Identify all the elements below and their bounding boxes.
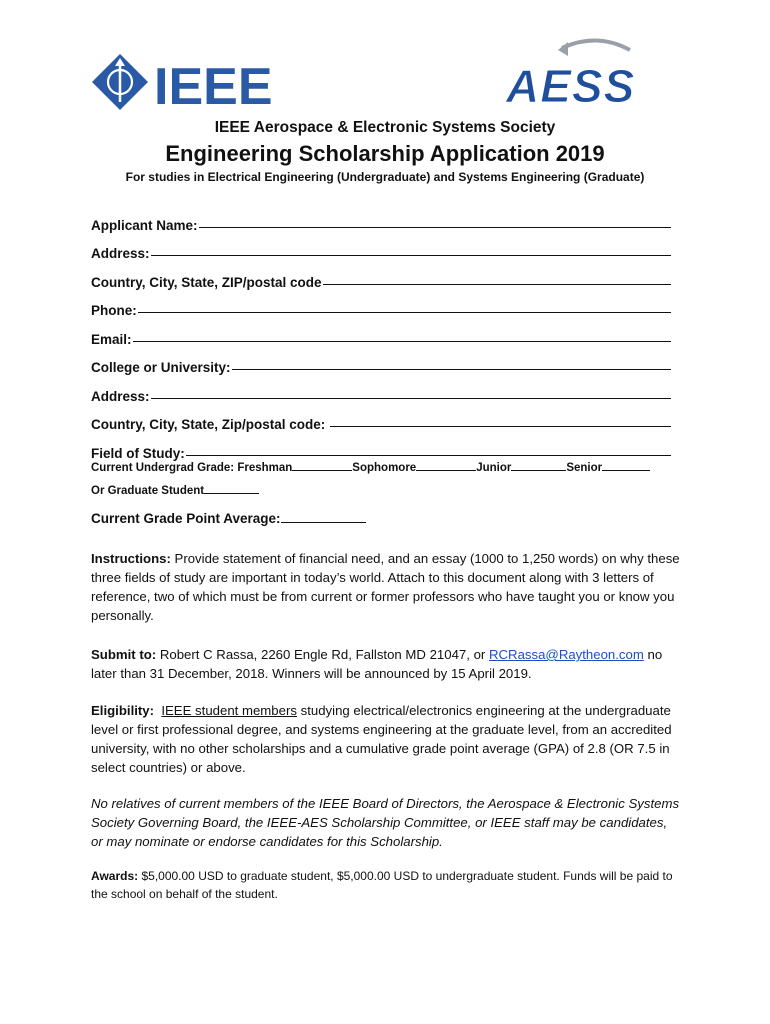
submit-paragraph bbox=[91, 645, 681, 683]
senior-blank[interactable] bbox=[602, 469, 650, 471]
gpa-row bbox=[91, 511, 366, 526]
awards-text: $5,000.00 USD to graduate student, $5,000.00 USD to undergraduate student. Funds will be paid to the school on behalf of the student. bbox=[91, 869, 673, 901]
location-field[interactable] bbox=[91, 261, 671, 290]
instructions-label: Instructions: bbox=[91, 551, 171, 566]
field-label: Applicant Name: bbox=[91, 217, 198, 233]
student-members-link[interactable]: IEEE student members bbox=[161, 703, 297, 718]
field-line[interactable] bbox=[330, 426, 671, 427]
field-line[interactable] bbox=[323, 284, 671, 285]
field-of-study-field[interactable] bbox=[91, 432, 671, 461]
field-line[interactable] bbox=[186, 455, 671, 456]
freshman-blank[interactable] bbox=[292, 469, 352, 471]
aess-swoosh-arrow bbox=[558, 42, 568, 56]
gpa-blank[interactable] bbox=[281, 521, 366, 523]
aess-logo bbox=[502, 38, 662, 108]
field-line[interactable] bbox=[138, 312, 671, 313]
aess-wordmark: AESS bbox=[506, 60, 636, 108]
field-label: Address: bbox=[91, 246, 150, 261]
phone-field[interactable] bbox=[91, 290, 671, 319]
field-line[interactable] bbox=[232, 369, 671, 370]
field-label: College or University: bbox=[91, 360, 231, 375]
page-title: Engineering Scholarship Application 2019 bbox=[165, 141, 605, 166]
graduate-label: Or Graduate Student bbox=[91, 485, 205, 497]
eligibility-paragraph bbox=[91, 701, 681, 777]
field-label: Phone: bbox=[91, 303, 137, 318]
sophomore-label: Sophomore bbox=[352, 462, 417, 474]
college-address-field[interactable] bbox=[91, 375, 671, 404]
instructions-paragraph bbox=[91, 549, 681, 625]
senior-label: Senior bbox=[566, 462, 603, 474]
field-label: Country, City, State, Zip/postal code: bbox=[91, 417, 330, 432]
submit-email-link[interactable]: RCRassa@Raytheon.com bbox=[489, 647, 644, 662]
awards-paragraph bbox=[91, 867, 681, 903]
gpa-label: Current Grade Point Average: bbox=[91, 511, 281, 526]
field-label: Country, City, State, ZIP/postal code bbox=[91, 274, 322, 290]
applicant-fields bbox=[91, 204, 671, 461]
submit-deadline-text: no later than 31 December, 2018. Winners will be announced by 15 April 2019. bbox=[91, 647, 663, 681]
undergrad-grade-row bbox=[91, 458, 671, 474]
junior-blank[interactable] bbox=[511, 469, 566, 471]
applicant-name-field[interactable] bbox=[91, 204, 671, 233]
grade-label: Current Undergrad Grade: Freshman bbox=[91, 462, 293, 474]
field-line[interactable] bbox=[199, 227, 671, 228]
graduate-blank[interactable] bbox=[204, 492, 259, 494]
aess-swoosh bbox=[562, 40, 630, 50]
field-label: Address: bbox=[91, 388, 150, 404]
field-label: Field of Study: bbox=[91, 445, 185, 461]
field-line[interactable] bbox=[151, 398, 671, 399]
submit-label: Submit to: bbox=[91, 647, 157, 662]
email-field[interactable] bbox=[91, 318, 671, 347]
awards-label: Awards: bbox=[91, 869, 139, 883]
college-location-field[interactable] bbox=[91, 404, 671, 433]
junior-label: Junior bbox=[476, 462, 512, 474]
field-line[interactable] bbox=[151, 255, 671, 256]
instructions-text: Provide statement of financial need, and an essay (1000 to 1,250 words) on why these three fields of study are important in today’s world. Attach to this document along with 3 letters of reference, two of which must be from current or former professors who have taught you or know you personally. bbox=[91, 551, 680, 623]
submit-text: Robert C Rassa, 2260 Engle Rd, Fallston MD 21047, or bbox=[156, 647, 489, 662]
college-field[interactable] bbox=[91, 347, 671, 376]
society-name: IEEE Aerospace & Electronic Systems Society bbox=[214, 119, 556, 136]
ieee-wordmark: IEEE bbox=[154, 58, 273, 112]
logo-bar bbox=[0, 0, 770, 115]
eligibility-label: Eligibility: bbox=[91, 703, 155, 718]
ieee-logo bbox=[90, 52, 280, 112]
eligibility-text: studying electrical/electronics engineering at the undergraduate level or first professional degree, and systems engineering at the graduate level, from an accredited university, with no other scholarships and a cumulative grade point average (GPA) of 2.8 (OR 7.5 in select countries) or above. bbox=[91, 703, 672, 775]
field-line[interactable] bbox=[133, 341, 671, 342]
restriction-paragraph: No relatives of current members of the IEEE Board of Directors, the Aerospace & Electronic Systems Society Governing Board, the IEEE-AES Scholarship Committee, or IEEE staff may be candidates, or may nominate or endorse candidates for this Scholarship. bbox=[91, 796, 680, 849]
field-label: Email: bbox=[91, 331, 132, 347]
page-subtitle: For studies in Electrical Engineering (Undergraduate) and Systems Engineering (Graduate) bbox=[125, 170, 645, 184]
graduate-row bbox=[91, 485, 259, 497]
address-field[interactable] bbox=[91, 233, 671, 262]
sophomore-blank[interactable] bbox=[416, 469, 476, 471]
